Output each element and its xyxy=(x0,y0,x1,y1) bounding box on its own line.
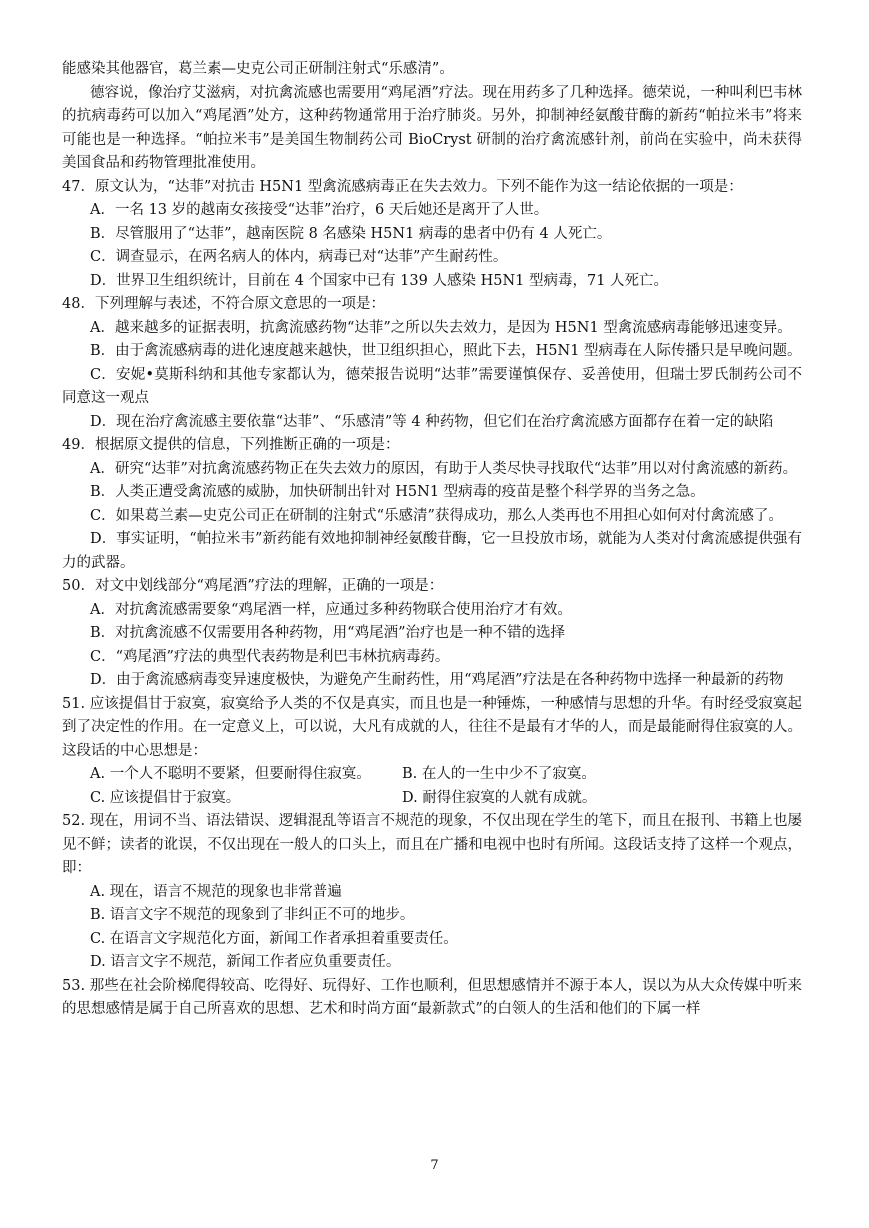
option-d: D．事实证明，“帕拉米韦”新药能有效地抑制神经氨酸苷酶，它一旦投放市场，就能为人类对付禽流感提供强有力的武器。 xyxy=(62,531,802,571)
page-number: 7 xyxy=(430,1158,439,1173)
question-47 xyxy=(62,176,802,294)
option-b: B. 语言文字不规范的现象到了非纠正不可的地步。 xyxy=(90,907,415,923)
option-c: C．调查显示，在两名病人的体内，病毒已对“达菲”产生耐药性。 xyxy=(90,249,508,265)
question-49 xyxy=(62,434,802,575)
options-row-ab xyxy=(62,763,802,787)
page-content xyxy=(62,58,802,1022)
option-d: D. 语言文字不规范，新闻工作者应负重要责任。 xyxy=(90,954,401,970)
option-a: A．一名 13 岁的越南女孩接受“达菲”治疗，6 天后她还是离开了人世。 xyxy=(90,202,549,218)
intro-line: 能感染其他器官，葛兰素—史克公司正研制注射式“乐感清”。 xyxy=(62,61,454,77)
question-50 xyxy=(62,575,802,693)
intro-paragraph: 德容说，像治疗艾滋病，对抗禽流感也需要用“鸡尾酒”疗法。现在用药多了几种选择。德荣说，一种叫利巴韦林的抗病毒药可以加入“鸡尾酒”处方，这种药物通常用于治疗肺炎。另外，抑制神经氨酸苷酶的新药“帕拉米韦”将来可能也是一种选择。“帕拉米韦”是美国生物制药公司 BioCryst 研制的治疗禽流感针剂，前尚在实验中，尚未获得美国食品和药物管理批准使用。 xyxy=(62,84,802,171)
option-a: A. 一个人不聪明不要紧，但要耐得住寂寞。 xyxy=(90,766,371,782)
option-c: C．“鸡尾酒”疗法的典型代表药物是利巴韦林抗病毒药。 xyxy=(90,648,450,665)
question-48 xyxy=(62,293,802,434)
option-b: B．人类正遭受禽流感的威胁，加快研制出针对 H5N1 型病毒的疫苗是整个科学界的当务之急。 xyxy=(90,484,705,500)
question-stem: 53. 那些在社会阶梯爬得较高、吃得好、玩得好、工作也顺利，但思想感情并不源于本人，误以为从大众传媒中听来的思想感情是属于自己所喜欢的思想、艺术和时尚方面“最新款式”的白领人的生活和他们的下属一样 xyxy=(62,977,802,1017)
question-stem: 52. 现在，用词不当、语法错误、逻辑混乱等语言不规范的现象，不仅出现在学生的笔下，而且在报刊、书籍上也屡见不鲜；读者的讹误，不仅出现在一般人的口头上，而且在广播和电视中也时有所闻。这段话支持了这样一个观点，即： xyxy=(62,813,802,876)
option-d: D．由于禽流感病毒变异速度极快，为避免产生耐药性，用“鸡尾酒”疗法是在各种药物中选择一种最新的药物 xyxy=(90,672,784,688)
option-c: C．如果葛兰素—史克公司正在研制的注射式“乐感清”获得成功，那么人类再也不用担心如何对付禽流感了。 xyxy=(90,507,783,524)
option-c: C. 应该提倡甘于寂寞。 xyxy=(90,789,241,806)
question-stem: 50．对文中划线部分“鸡尾酒”疗法的理解，正确的一项是： xyxy=(62,578,444,594)
option-b: B．由于禽流感病毒的进化速度越来越快，世卫组织担心，照此下去，H5N1 型病毒在人际传播只是早晚问题。 xyxy=(90,343,802,359)
option-a: A．越来越多的证据表明，抗禽流感药物“达菲”之所以失去效力，是因为 H5N1 型禽流感病毒能够迅速变异。 xyxy=(90,319,792,336)
question-52 xyxy=(62,810,802,975)
option-a: A. 现在，语言不规范的现象也非常普遍 xyxy=(90,883,342,900)
option-d: D．世界卫生组织统计，目前在 4 个国家中已有 139 人感染 H5N1 型病毒，71 人死亡。 xyxy=(90,272,669,289)
question-stem: 51. 应该提倡甘于寂寞，寂寞给予人类的不仅是真实，而且也是一种锤炼，一种感情与思想的升华。有时经受寂寞起到了决定性的作用。在一定意义上，可以说，大凡有成就的人，往往不是最有才华的人，而是最能耐得住寂寞的人。这段话的中心思想是： xyxy=(62,695,802,759)
question-53 xyxy=(62,975,802,1022)
option-d: D. 耐得住寂寞的人就有成就。 xyxy=(402,789,597,806)
question-stem: 48．下列理解与表述，不符合原文意思的一项是： xyxy=(62,296,385,312)
option-d: D．现在治疗禽流感主要依靠“达菲”、“乐感清”等 4 种药物，但它们在治疗禽流感方面都存在着一定的缺陷 xyxy=(90,413,774,430)
option-c: C．安妮•莫斯科纳和其他专家都认为，德荣报告说明“达菲”需要谨慎保存、妥善使用，但瑞士罗氏制药公司不同意这一观点 xyxy=(62,366,802,406)
option-b: B. 在人的一生中少不了寂寞。 xyxy=(402,766,596,782)
option-a: A．研究“达菲”对抗禽流感药物正在失去效力的原因，有助于人类尽快寻找取代“达菲”用以对付禽流感的新药。 xyxy=(90,460,798,477)
question-51 xyxy=(62,693,802,811)
question-stem: 49．根据原文提供的信息，下列推断正确的一项是： xyxy=(62,437,400,453)
options-row-cd xyxy=(62,787,802,811)
question-stem: 47．原文认为，“达菲”对抗击 H5N1 型禽流感病毒正在失去效力。下列不能作为这一结论依据的一项是： xyxy=(62,178,743,195)
option-c: C. 在语言文字规范化方面，新闻工作者承担着重要责任。 xyxy=(90,930,458,947)
option-b: B．尽管服用了“达菲”，越南医院 8 名感染 H5N1 病毒的患者中仍有 4 人死亡。 xyxy=(90,225,612,242)
option-b: B．对抗禽流感不仅需要用各种药物，用“鸡尾酒”治疗也是一种不错的选择 xyxy=(90,625,565,641)
option-a: A．对抗禽流感需要象“鸡尾酒一样，应通过多种药物联合使用治疗才有效。 xyxy=(90,601,572,618)
